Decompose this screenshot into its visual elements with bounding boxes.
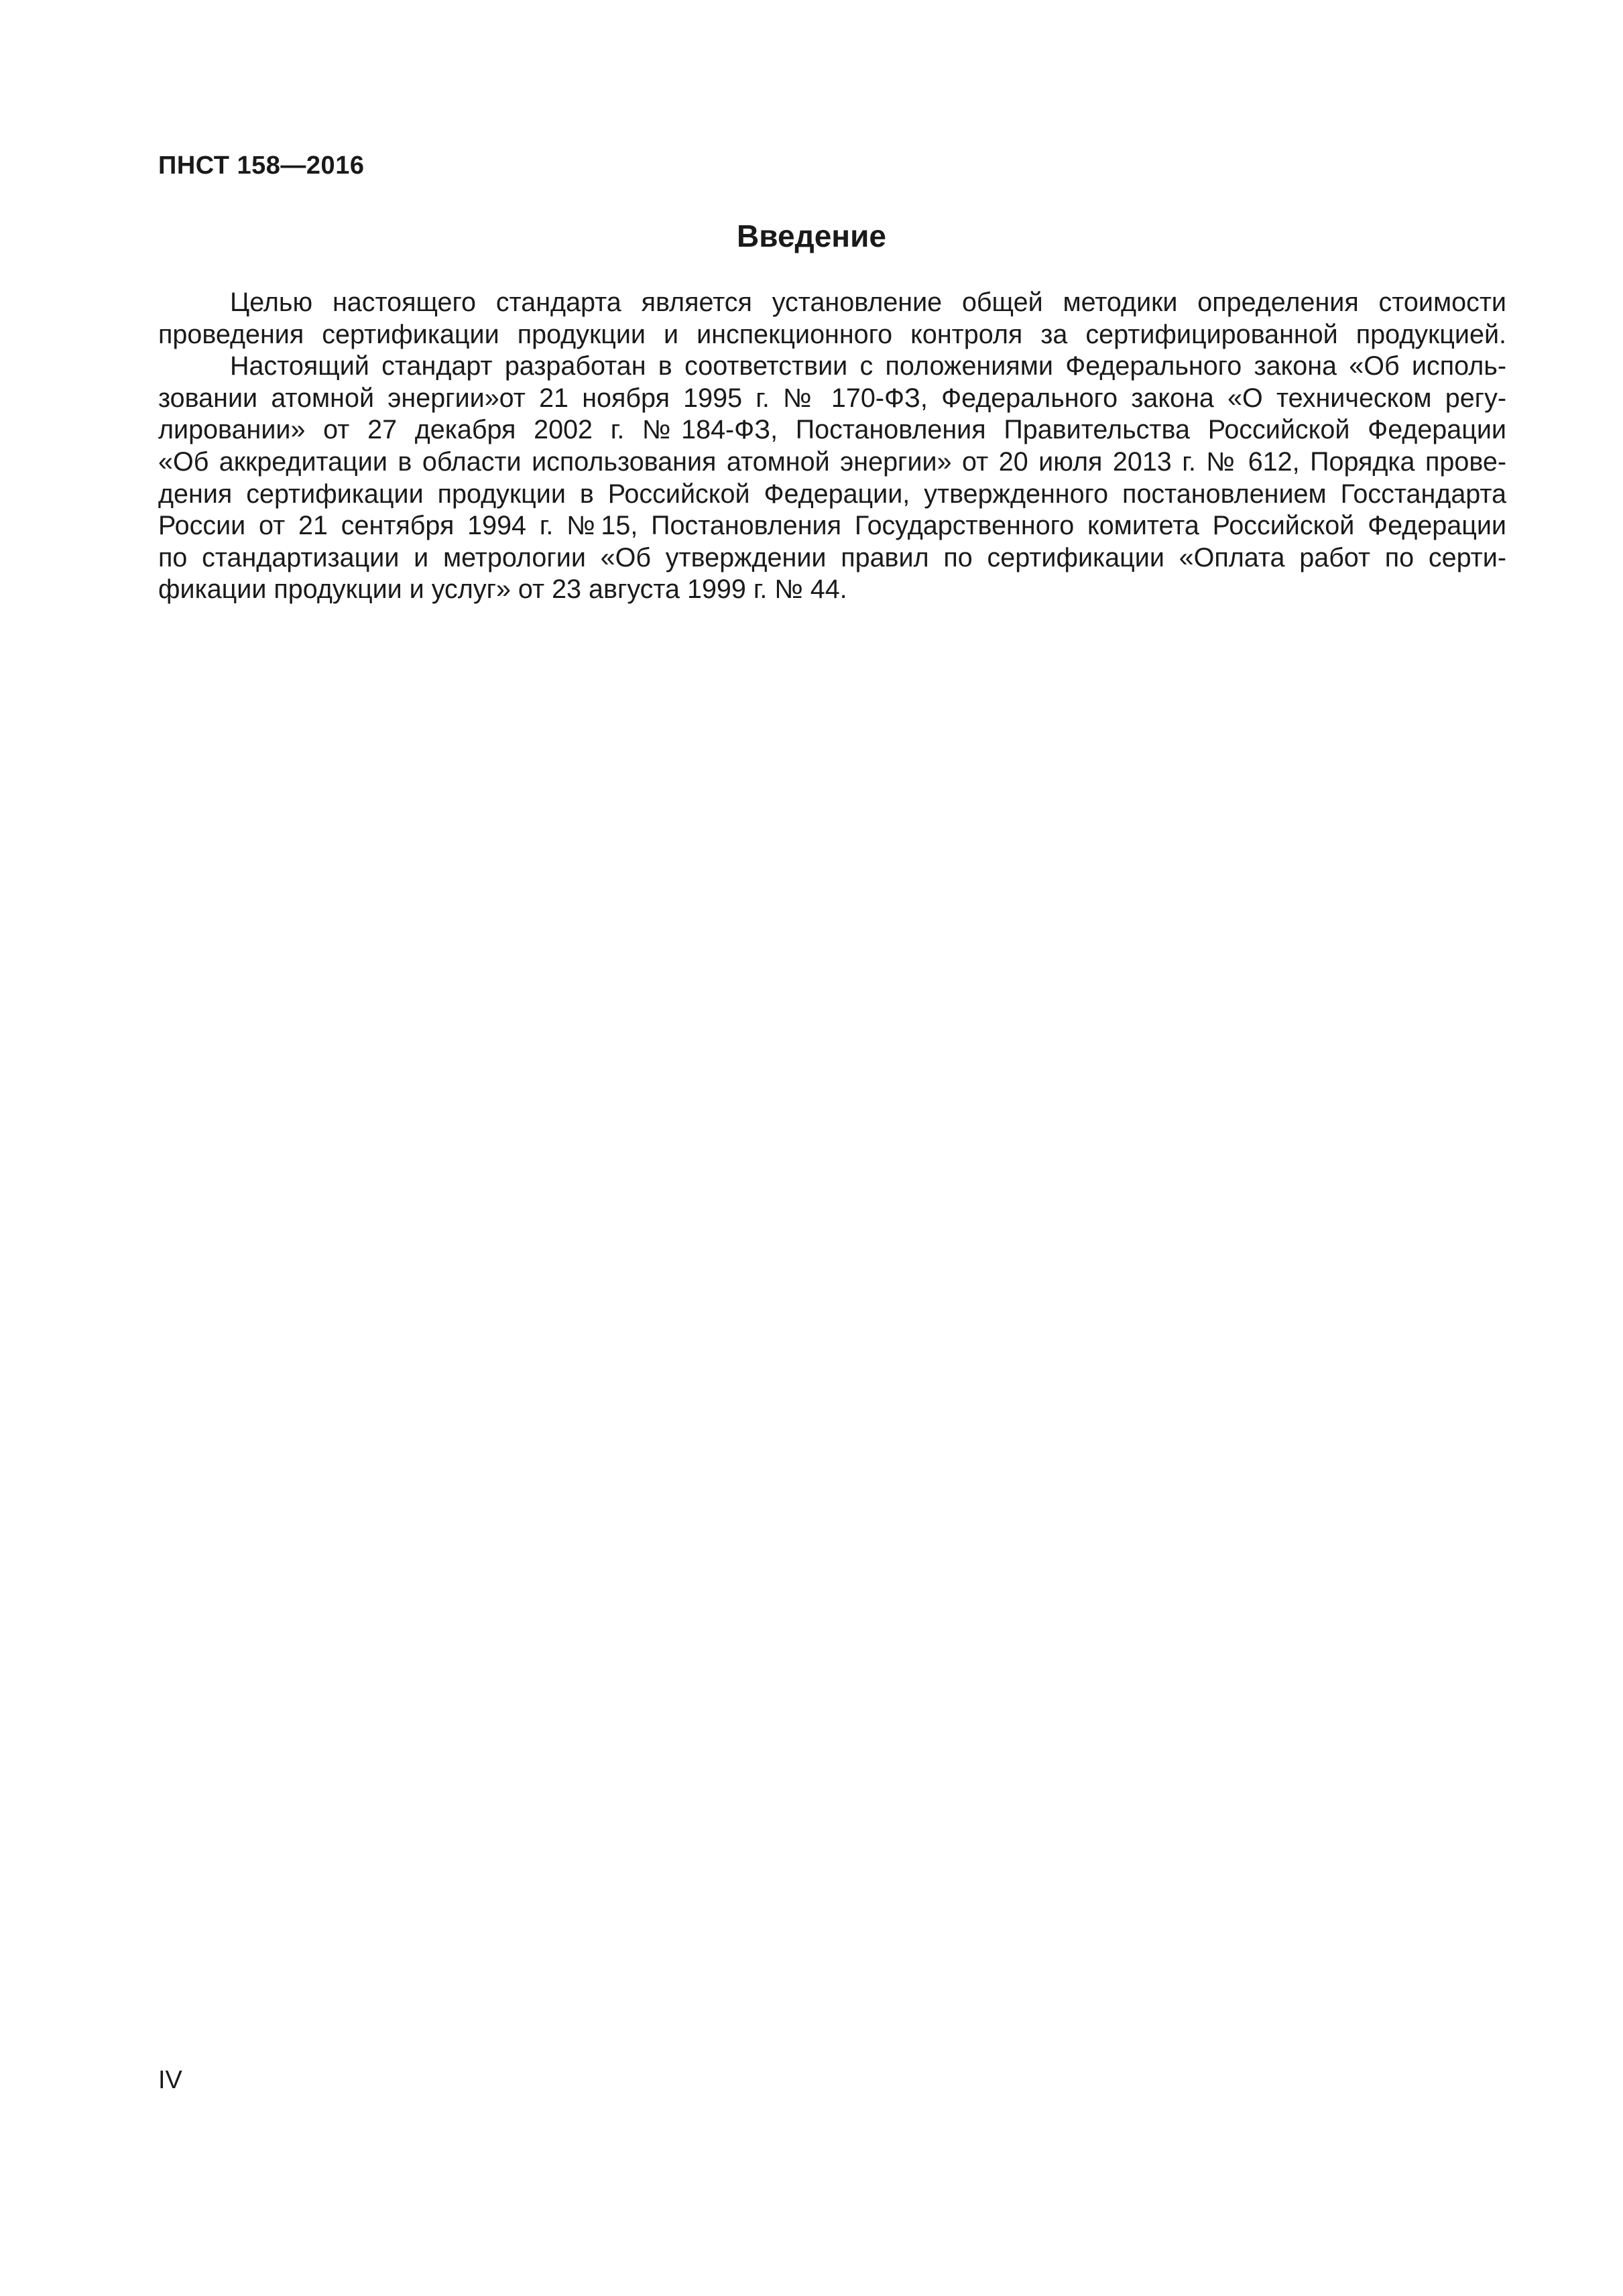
paragraph-line: по стандартизации и метрологии «Об утверждении правил по сертификации «Оплата работ по серти-	[158, 542, 1506, 572]
paragraph-line: фикации продукции и услуг» от 23 августа 1999 г. № 44.	[158, 575, 847, 605]
section-title: Введение	[737, 219, 886, 253]
document-body	[158, 287, 1506, 606]
paragraph-line: Настоящий стандарт разработан в соответствии с положениями Федерального закона «Об исполь-	[230, 351, 1506, 381]
paragraph-line: России от 21 сентября 1994 г. №15, Постановления Государственного комитета Российской Федерации	[158, 511, 1506, 541]
page-number: IV	[158, 2066, 182, 2094]
paragraph-line: лировании» от 27 декабря 2002 г. №184-ФЗ, Постановления Правительства Российской Федерации	[158, 415, 1506, 445]
paragraph-line: проведения сертификации продукции и инспекционного контроля за сертифицированной продукцией.	[158, 319, 1506, 349]
paragraph-purpose	[158, 287, 1506, 351]
paragraph-line: «Об аккредитации в области использования атомной энергии» от 20 июля 2013 г. № 612, Порядка прове-	[158, 446, 1506, 477]
paragraph-line: дения сертификации продукции в Российской Федерации, утвержденного постановлением Госстандарта	[158, 479, 1506, 509]
paragraph-line: зовании атомной энергии»от 21 ноября 1995 г. № 170-ФЗ, Федерального закона «О техническом регу-	[158, 383, 1506, 413]
paragraph-legal-basis	[158, 351, 1506, 606]
document-code: ПНСТ 158—2016	[158, 152, 365, 180]
paragraph-line: Целью настоящего стандарта является установление общей методики определения стоимости	[230, 288, 1506, 317]
